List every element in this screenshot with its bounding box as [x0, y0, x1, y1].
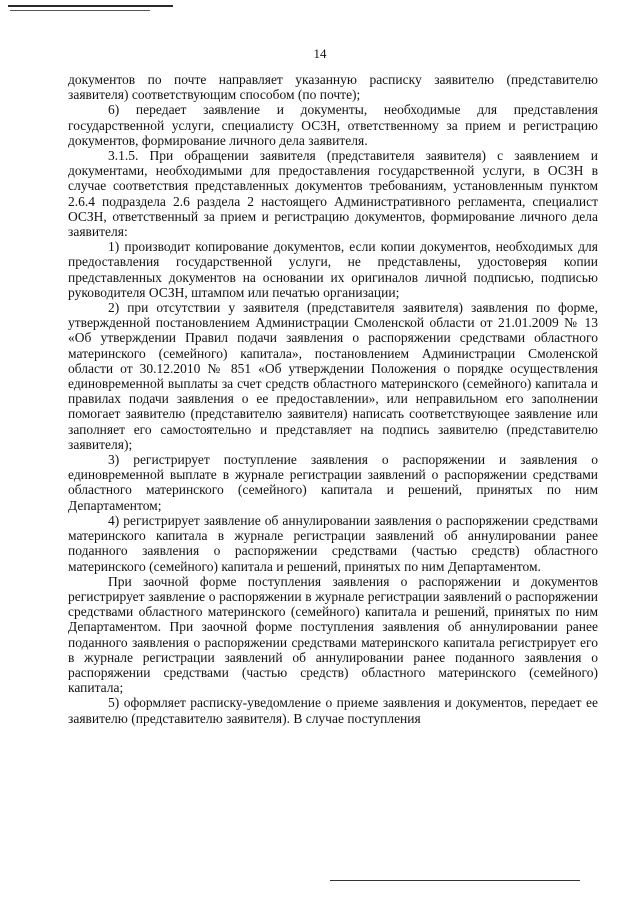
paragraph: 4) регистрирует заявление об аннулировании заявления о распоряжении средствами материнского капитала в журнале регистрации заявлений об аннулировании ранее поданного заявления о распоряжении средствами (частью средств) областного материнского (семейного) капитала и решений, принятых по ним Департаментом. [68, 512, 598, 574]
scan-artifact-line [10, 10, 150, 11]
paragraph: документов по почте направляет указанную расписку заявителю (представителю заявителя) соответствующим способом (по почте); [68, 72, 598, 103]
page-number: 14 [313, 46, 327, 61]
paragraph: 3.1.5. При обращении заявителя (представителя заявителя) с заявлением и документами, необходимыми для предоставления государственной услуги, в ОСЗН в случае соответствия представленных документов требованиям, установленным пунктом 2.6.4 подраздела 2.6 раздела 2 настоящего Административного регламента, специалист ОСЗН, ответственный за прием и регистрацию документов, формирование личного дела заявителя: [68, 148, 598, 240]
paragraph: 2) при отсутствии у заявителя (представителя заявителя) заявления по форме, утвержденной постановлением Администрации Смоленской области от 21.01.2009 № 13 «Об утверждении Правил подачи заявления о распоряжении средствами областного материнского (семейного) капитала», постановлением Администрации Смоленской области от 30.12.2010 № 851 «Об утверждении Положения о порядке осуществления единовременной выплаты за счет средств областного материнского (семейного) капитала и правилах подачи заявления о ее предоставлении», или неправильном его заполнении помогает заявителю (представителю заявителя) написать соответствующее заявление или заполняет его самостоятельно и представляет на подпись заявителю (представителю заявителя); [68, 300, 598, 452]
scan-artifact-line [8, 5, 173, 7]
document-body [68, 72, 598, 726]
scan-artifact-line [330, 880, 580, 881]
paragraph: 5) оформляет расписку-уведомление о приеме заявления и документов, передает ее заявителю (представителю заявителя). В случае поступления [68, 695, 598, 726]
paragraph: 6) передает заявление и документы, необходимые для представления государственной услуги, специалисту ОСЗН, ответственному за прием и регистрацию документов, формирование личного дела заявителя. [68, 102, 598, 148]
paragraph: При заочной форме поступления заявления о распоряжении и документов регистрирует заявление о распоряжении в журнале регистрации заявлений о распоряжении средствами областного материнского (семейного) капитала и решений, принятых по ним Департаментом. При заочной форме поступления заявления об аннулировании ранее поданного заявления о распоряжении средствами материнского капитала регистрирует его в журнале регистрации заявлений об аннулировании ранее поданного заявления о распоряжении средствами (частью средств) областного материнского (семейного) капитала; [68, 573, 598, 696]
paragraph: 3) регистрирует поступление заявления о распоряжении и заявления о единовременной выплате в журнале регистрации заявлений о распоряжении средствами областного материнского (семейного) капитала и решений, принятых по ним Департаментом; [68, 452, 598, 513]
paragraph: 1) производит копирование документов, если копии документов, необходимых для предоставления государственной услуги, не представлены, удостоверяя копии представленных документов на основании их оригиналов личной подписью, подписью руководителя ОСЗН, штампом или печатью организации; [68, 239, 598, 300]
